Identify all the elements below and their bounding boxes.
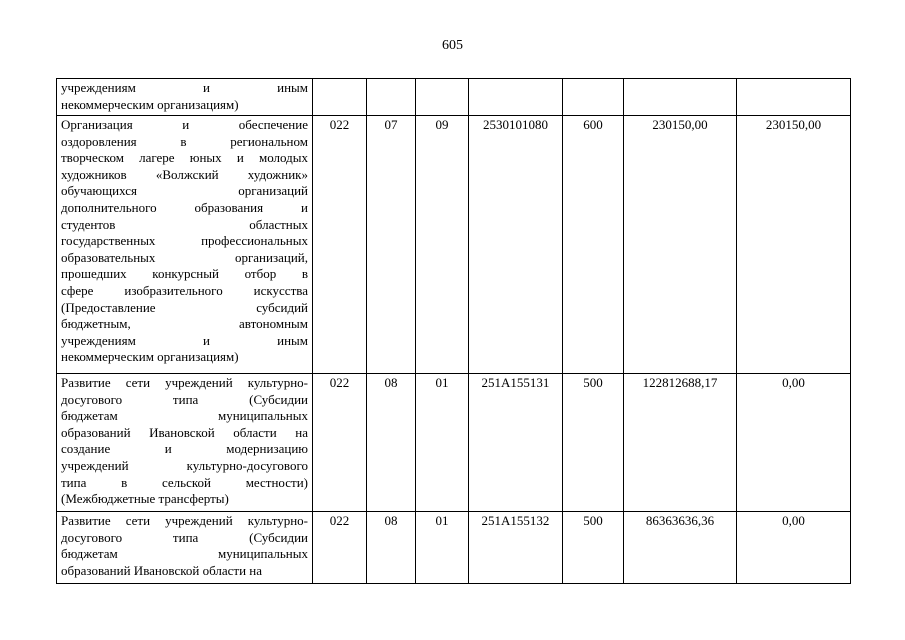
description-line: образовательных организаций, — [61, 249, 308, 265]
description-line: досугового типа (Субсидии — [61, 391, 308, 407]
description-line: некоммерческим организациям) — [61, 349, 239, 365]
cell-code4: 2530101080 — [469, 116, 563, 374]
cell-amount2: 0,00 — [737, 512, 851, 584]
description-line: образований Ивановской области на — [61, 562, 263, 578]
cell-code5: 500 — [563, 374, 624, 512]
cell-code1: 022 — [313, 116, 367, 374]
cell-code1: 022 — [313, 374, 367, 512]
cell-code5: 600 — [563, 116, 624, 374]
table-body — [57, 79, 851, 584]
description-line: оздоровления в региональном — [61, 133, 308, 149]
description-line: образований Ивановской области на — [61, 424, 308, 440]
description-line: (Предоставление субсидий — [61, 299, 308, 315]
description-line: досугового типа (Субсидии — [61, 529, 308, 545]
table-row — [57, 512, 851, 584]
cell-amount1: 122812688,17 — [624, 374, 737, 512]
cell-code5: 500 — [563, 512, 624, 584]
description-line: бюджетам муниципальных — [61, 408, 308, 424]
cell-code2 — [367, 79, 416, 116]
cell-code1: 022 — [313, 512, 367, 584]
description-line: Развитие сети учреждений культурно- — [61, 375, 308, 390]
description-line: дополнительного образования и — [61, 199, 308, 215]
cell-code1 — [313, 79, 367, 116]
description-line: сфере изобразительного искусства — [61, 282, 308, 298]
description-line: студентов областных — [61, 216, 308, 232]
cell-amount1: 230150,00 — [624, 116, 737, 374]
row-description — [57, 116, 313, 374]
cell-code3 — [416, 79, 469, 116]
description-line: бюджетным, автономным — [61, 316, 308, 332]
description-line: прошедших конкурсный отбор в — [61, 266, 308, 282]
description-line: учреждениям и иным — [61, 80, 308, 95]
description-line: (Межбюджетные трансферты) — [61, 491, 229, 507]
cell-code4: 251A155131 — [469, 374, 563, 512]
cell-code3: 01 — [416, 374, 469, 512]
cell-amount2: 0,00 — [737, 374, 851, 512]
description-line: бюджетам муниципальных — [61, 546, 308, 562]
cell-amount2: 230150,00 — [737, 116, 851, 374]
table-row — [57, 79, 851, 116]
row-description — [57, 79, 313, 116]
cell-amount1: 86363636,36 — [624, 512, 737, 584]
row-description — [57, 374, 313, 512]
row-description — [57, 512, 313, 584]
description-line: некоммерческим организациям) — [61, 96, 239, 112]
cell-code2: 07 — [367, 116, 416, 374]
table-row — [57, 374, 851, 512]
description-line: учреждений культурно-досугового — [61, 457, 308, 473]
table-row — [57, 116, 851, 374]
description-line: творческом лагере юных и молодых — [61, 150, 308, 166]
cell-code5 — [563, 79, 624, 116]
description-line: создание и модернизацию — [61, 441, 308, 457]
description-line: типа в сельской местности) — [61, 474, 308, 490]
cell-code2: 08 — [367, 374, 416, 512]
cell-code4 — [469, 79, 563, 116]
description-line: Организация и обеспечение — [61, 117, 308, 132]
cell-code2: 08 — [367, 512, 416, 584]
description-line: художников «Волжский художник» — [61, 166, 308, 182]
description-line: обучающихся организаций — [61, 183, 308, 199]
page-number: 605 — [442, 38, 463, 53]
cell-amount2 — [737, 79, 851, 116]
description-line: учреждениям и иным — [61, 332, 308, 348]
cell-code3: 01 — [416, 512, 469, 584]
description-line: Развитие сети учреждений культурно- — [61, 513, 308, 528]
description-line: государственных профессиональных — [61, 233, 308, 249]
cell-amount1 — [624, 79, 737, 116]
budget-table — [56, 78, 851, 584]
cell-code4: 251A155132 — [469, 512, 563, 584]
cell-code3: 09 — [416, 116, 469, 374]
